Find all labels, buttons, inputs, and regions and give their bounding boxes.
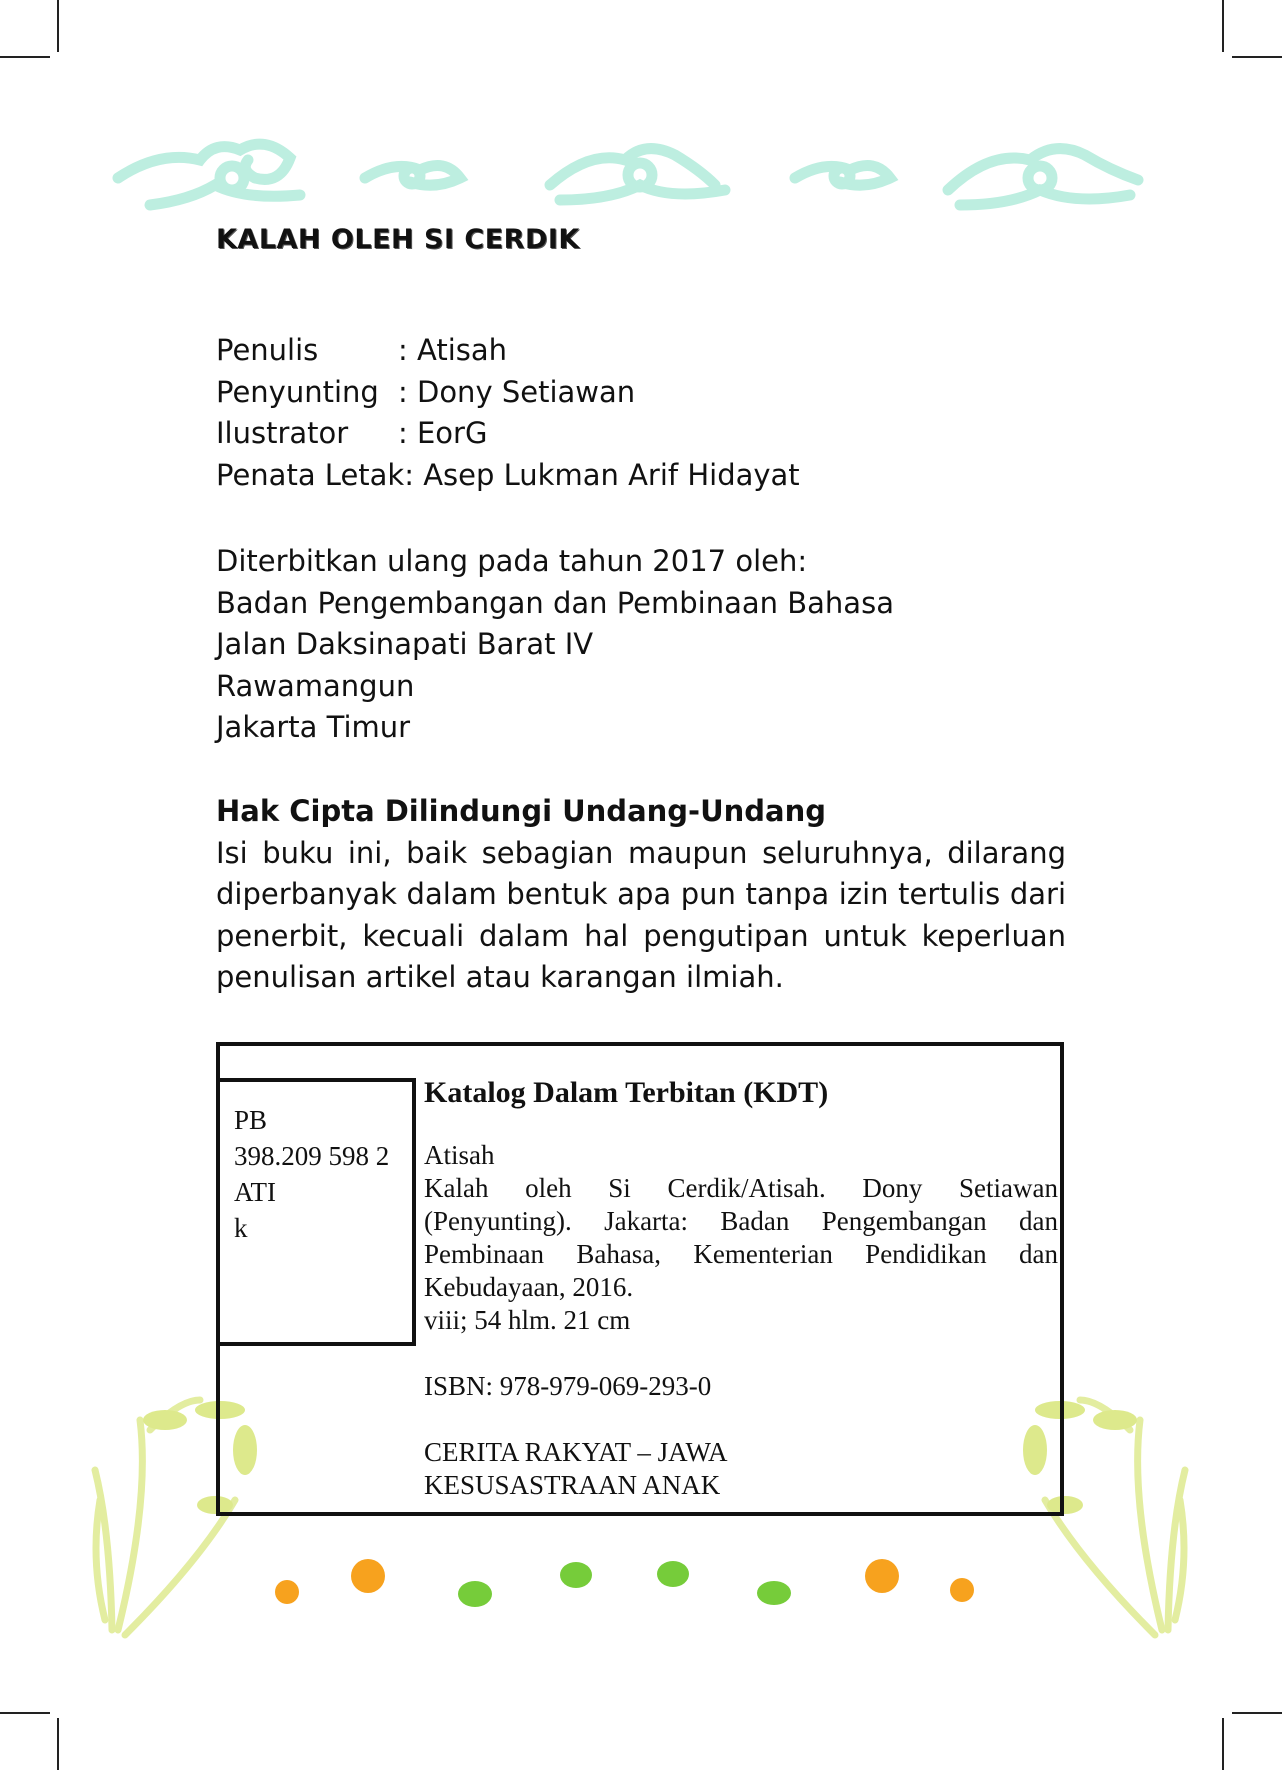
credit-value: : EorG [398, 416, 488, 450]
catalog-description: Kalah oleh Si Cerdik/Atisah. Dony Setiawan (Penyunting). Jakarta: Badan Pengembangan dan Pembinaan Bahasa, Kementerian Pendidikan dan Kebudayaan, 2016. [424, 1173, 1058, 1302]
publisher-line: Jalan Daksinapati Barat IV [216, 627, 594, 661]
catalog-isbn: ISBN: 978-979-069-293-0 [424, 1371, 712, 1401]
copyright-body: Isi buku ini, baik sebagian maupun seluruhnya, dilarang diperbanyak dalam bentuk apa pun tanpa izin tertulis dari penerbit, kecuali dalam hal pengutipan untuk keperluan penulisan artikel atau karangan ilmiah. [216, 835, 1066, 994]
credit-label: Penulis [216, 333, 319, 367]
catalog-heading: Katalog Dalam Terbitan (KDT) [424, 1076, 829, 1109]
publisher-info [216, 541, 894, 749]
credit-value: : Asep Lukman Arif Hidayat [404, 457, 800, 492]
call-number-line: PB [234, 1105, 268, 1135]
credits [216, 330, 800, 496]
credit-row [216, 372, 800, 414]
book-title: KALAH OLEH SI CERDIK [216, 224, 580, 255]
call-number [220, 1078, 416, 1346]
catalog-box [216, 1042, 1064, 1516]
call-number-line: k [234, 1213, 248, 1243]
catalog-author: Atisah [424, 1140, 495, 1170]
credit-row [216, 413, 800, 455]
credit-row [216, 455, 800, 497]
copyright-heading: Hak Cipta Dilindungi Undang-Undang [216, 794, 827, 828]
publisher-line: Jakarta Timur [216, 710, 411, 744]
copyright-notice [216, 791, 1066, 999]
credit-label: Penata Letak [216, 457, 405, 492]
call-number-line: ATI [234, 1177, 276, 1207]
publisher-line: Badan Pengembangan dan Pembinaan Bahasa [216, 585, 894, 620]
call-number-line: 398.209 598 2 [234, 1141, 390, 1171]
publisher-line: Rawamangun [216, 668, 415, 703]
credit-value: : Dony Setiawan [398, 374, 636, 409]
publisher-line: Diterbitkan ulang pada tahun 2017 oleh: [216, 544, 808, 578]
catalog-pages: viii; 54 hlm. 21 cm [424, 1305, 631, 1335]
catalog-subject: CERITA RAKYAT – JAWA [424, 1437, 728, 1467]
credit-value: : Atisah [398, 333, 508, 367]
catalog-entry [424, 1076, 1058, 1502]
catalog-subject: KESUSASTRAAN ANAK [424, 1470, 721, 1500]
credit-label: Penyunting [216, 374, 379, 409]
credit-label: Ilustrator [216, 416, 349, 450]
credit-row [216, 330, 800, 372]
